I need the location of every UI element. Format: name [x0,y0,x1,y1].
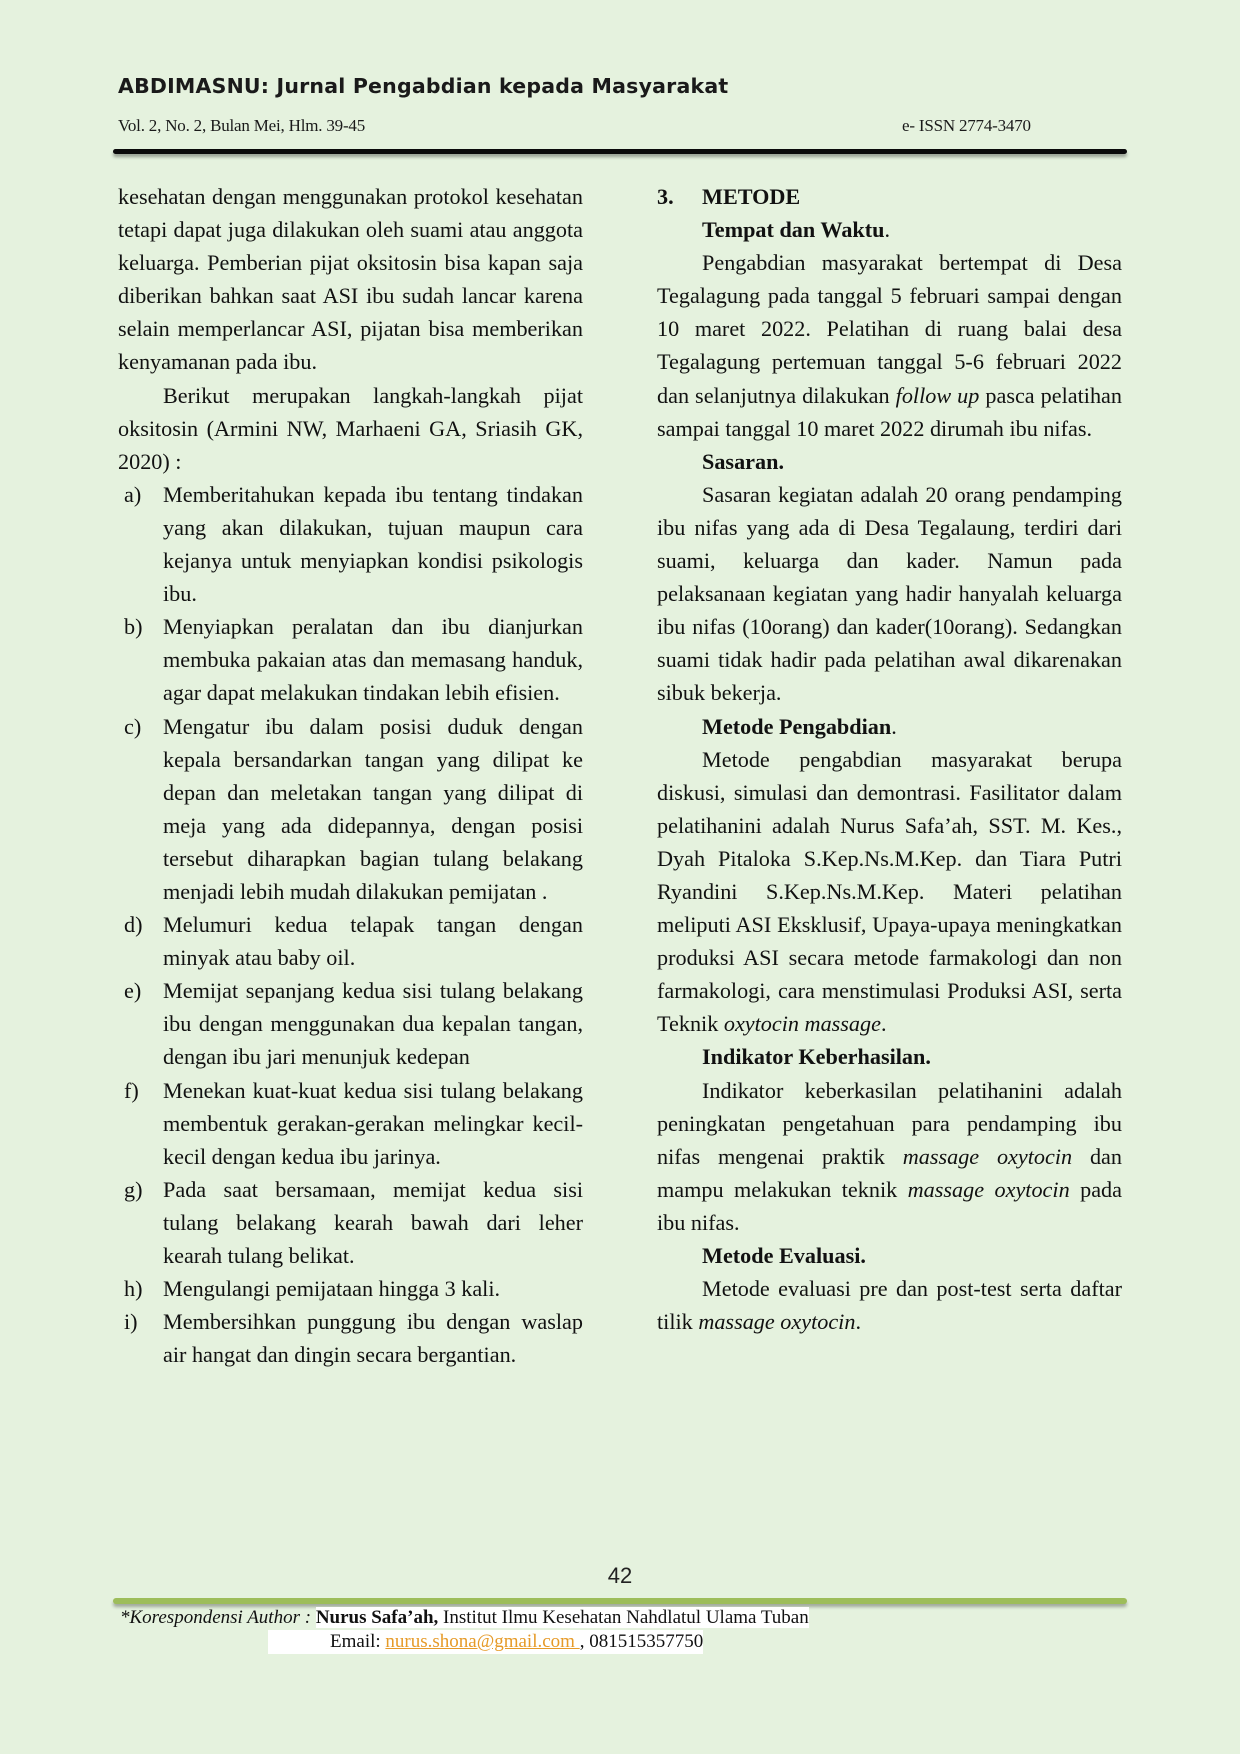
list-item [118,908,583,974]
italic-text: follow up [895,382,980,408]
institution: Institut Ilmu Kesehatan Nahdlatul Ulama Tuban [438,1607,809,1628]
text: Metode evaluasi pre dan post-test serta daftar tilik [657,1276,1122,1335]
subheading-text: Tempat dan Waktu [702,217,885,243]
subheading-dot: . [891,713,897,739]
text: Metode pengabdian masyarakat berupa diskusi, simulasi dan demontrasi. Fasilitator dalam pelatihanini adalah Nurus Safa’ah, SST. M. Kes., Dyah Pitaloka S.Kep.Ns.M.Kep. dan Tiara Putri Ryandini S.Kep.Ns.M.Kep. Materi pelatihan meliputi ASI Eksklusif, Upaya-upaya meningkatkan produksi ASI secara metode farmakologi dan non farmakologi, cara menstimulasi Produksi ASI, serta Teknik [657,746,1122,1037]
list-item [118,610,583,709]
paragraph: Berikut merupakan langkah-langkah pijat oksitosin (Armini NW, Marhaeni GA, Sriasih GK, 2020) : [118,382,583,474]
volume-info: Vol. 2, No. 2, Bulan Mei, Hlm. 39-45 [118,116,366,135]
correspondence-line [120,1606,809,1630]
paragraph: Sasaran kegiatan adalah 20 orang pendamping ibu nifas yang ada di Desa Tegalaung, terdiri dari suami, keluarga dan kader. Namun pada pelaksanaan kegiatan yang hadir hanyalah keluarga ibu nifas (10orang) dan kader(10orang). Sedangkan suami tidak hadir pada pelatihan awal dikarenakan sibuk bekerja. [657,481,1122,706]
text: . [855,1309,861,1335]
list-item-text: Membersihkan punggung ibu dengan waslap air hangat dan dingin secara bergantian. [163,1309,583,1368]
list-item [118,1074,583,1173]
subheading-sasaran: Sasaran. [702,448,784,474]
paragraph [657,246,1122,445]
text: pada ibu nifas. [657,1176,1122,1235]
list-marker: i) [124,1309,138,1335]
list-marker: b) [124,614,143,640]
email-line [268,1630,703,1654]
list-marker: d) [124,912,143,938]
paragraph: kesehatan dengan menggunakan protokol kesehatan tetapi dapat juga dilakukan oleh suami atau anggota keluarga. Pemberian pijat oksitosin bisa kapan saja diberikan bahkan saat ASI ibu sudah lancar karena selain memperlancar ASI, pijatan bisa memberikan kenyamanan pada ibu. [118,184,583,375]
italic-text: massage oxytocin [698,1309,856,1335]
italic-text: massage oxytocin [907,1176,1070,1202]
list-item-text: Melumuri kedua telapak tangan dengan minyak atau baby oil. [163,912,583,971]
text: pasca pelatihan sampai tanggal 10 maret 2022 dirumah ibu nifas. [657,382,1123,441]
list-item [118,478,583,610]
text: Indikator keberkasilan pelatihanini adalah peningkatan pengetahuan para pendamping ibu nifas mengenai praktik [657,1077,1122,1169]
list-item [118,1305,583,1371]
subheading-text: Metode Pengabdian [702,713,892,739]
list-item [118,710,583,909]
left-column [118,180,583,1371]
italic-text: massage oxytocin [902,1143,1073,1169]
paragraph [657,1074,1122,1239]
list-item-text: Menekan kuat-kuat kedua sisi tulang belakang membentuk gerakan-gerakan melingkar kecil-kecil dengan kedua ibu jarinya. [163,1077,583,1169]
list-marker: g) [124,1176,143,1202]
list-marker: e) [124,978,142,1004]
journal-title: ABDIMASNU: Jurnal Pengabdian kepada Masyarakat [118,74,729,98]
subheading-evaluasi: Metode Evaluasi. [702,1243,866,1268]
subheading-metode-pengabdian [657,710,1122,743]
list-marker: c) [124,713,142,739]
list-marker: f) [124,1077,139,1103]
list-item-text: Mengulangi pemijataan hingga 3 kali. [163,1276,501,1302]
section-title: METODE [702,184,801,209]
paragraph [657,743,1122,1041]
right-column [657,180,1122,1338]
list-item-text: Mengatur ibu dalam posisi duduk dengan kepala bersandarkan tangan yang dilipat ke depan dan meletakan tangan yang dilipat di meja yang ada didepannya, dengan posisi tersebut diharapkan bagian tulang belakang menjadi lebih mudah dilakukan pemijatan . [163,713,583,904]
phone: , 081515357750 [579,1631,704,1652]
page-number: 42 [607,1563,633,1588]
list-item-text: Memijat sepanjang kedua sisi tulang belakang ibu dengan menggunakan dua kepalan tangan, dengan ibu jari menunjuk kedepan [163,978,583,1070]
text: Pengabdian masyarakat bertempat di Desa Tegalagung pada tanggal 5 februari sampai dengan 10 maret 2022. Pelatihan di ruang balai desa Tegalagung pertemuan tanggal 5-6 februari 2022 dan selanjutnya dilakukan [657,250,1122,408]
header-rule [113,149,1127,154]
correspondence-label: *Korespondensi Author : [120,1607,316,1628]
list-item-text: Menyiapkan peralatan dan ibu dianjurkan membuka pakaian atas dan memasang handuk, agar dapat melakukan tindakan lebih efisien. [163,614,583,706]
steps-list [118,478,583,1372]
list-item [118,1272,583,1305]
list-marker: h) [124,1276,143,1302]
section-number: 3. [657,184,674,209]
list-item-text: Memberitahukan kepada ibu tentang tindakan yang akan dilakukan, tujuan maupun cara kejanya untuk menyiapkan kondisi psikologis ibu. [163,481,583,607]
issn: e- ISSN 2774-3470 [902,116,1031,135]
subheading-indikator: Indikator Keberhasilan. [702,1044,931,1070]
text: . [880,1011,887,1037]
email-link[interactable]: nurus.shona@gmail.com [385,1631,580,1652]
subheading-dot: . [884,217,891,243]
list-marker: a) [124,481,142,507]
italic-text: oxytocin massage [723,1011,881,1037]
email-label: Email: [330,1631,386,1652]
section-heading [657,180,1122,213]
author-name: Nurus Safa’ah, [315,1607,439,1628]
list-item [118,1173,583,1272]
list-item-text: Pada saat bersamaan, memijat kedua sisi tulang belakang kearah bawah dari leher kearah tulang belikat. [163,1176,583,1268]
subheading-tempat [657,213,1122,246]
paragraph [657,1272,1122,1338]
list-item [118,974,583,1073]
footer-rule [113,1598,1127,1604]
text: dan mampu melakukan teknik [657,1143,1122,1202]
